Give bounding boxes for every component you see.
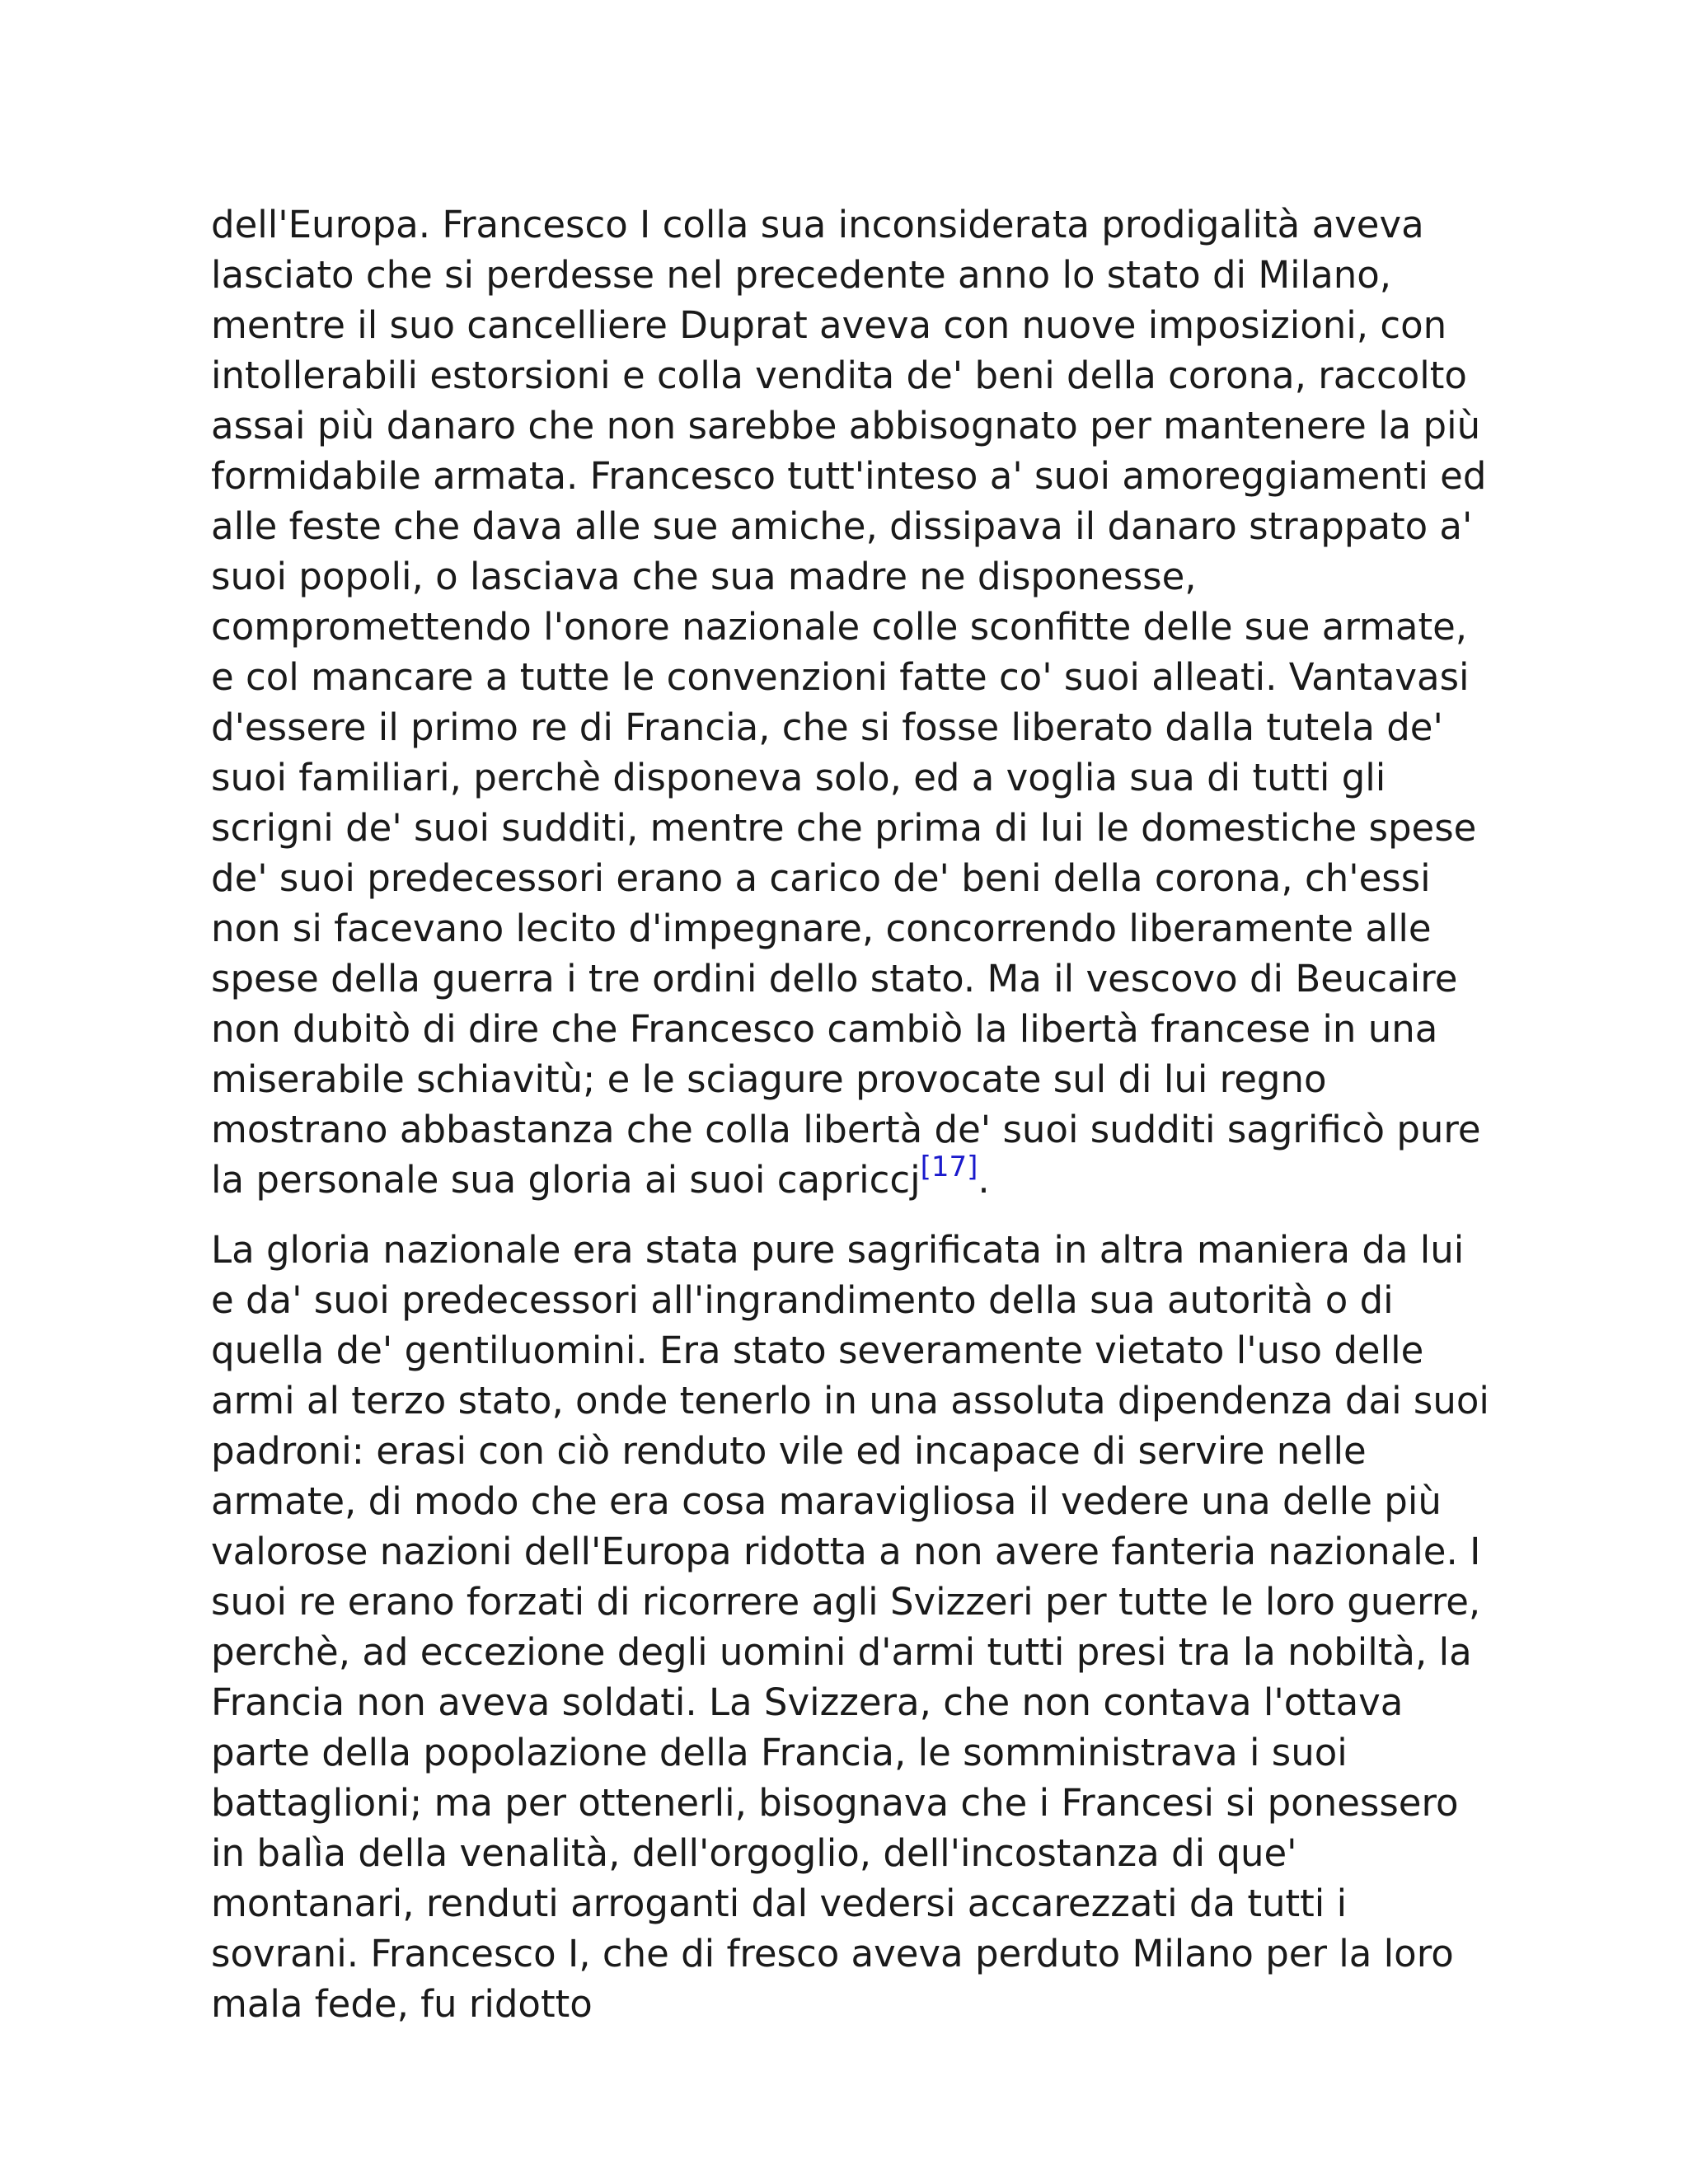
paragraph-1-text: dell'Europa. Francesco I colla sua inconsiderata prodigalità aveva lasciato che si perdesse nel precedente anno lo stato di Milano, mentre il suo cancelliere Duprat aveva con nuove imposizioni, con intollerabili estorsioni e colla vendita de' beni della corona, raccolto assai più danaro che non sarebbe abbisognato per mantenere la più formidabile armata. Francesco tutt'inteso a' suoi amoreggiamenti ed alle feste che dava alle sue amiche, dissipava il danaro strappato a' suoi popoli, o lasciava che sua madre ne disponesse, compromettendo l'onore nazionale colle sconfitte delle sue armate, e col mancare a tutte le convenzioni fatte co' suoi alleati. Vantavasi d'essere il primo re di Francia, che si fosse liberato dalla tutela de' suoi familiari, perchè disponeva solo, ed a voglia sua di tutti gli scrigni de' suoi sudditi, mentre che prima di lui le domestiche spese de' suoi predecessori erano a carico de' beni della corona, ch'essi non si facevano lecito d'impegnare, concorrendo liberamente alle spese della guerra i tre ordini dello stato. Ma il vescovo di Beucaire non dubitò di dire che Francesco cambiò la libertà francese in una miserabile schiavitù; e le sciagure provocate sul di lui regno mostrano abbastanza che colla libertà de' suoi sudditi sagrificò pure la personale sua gloria ai suoi capriccj [211, 203, 1487, 1202]
paragraph-2-text: La gloria nazionale era stata pure sagrificata in altra maniera da lui e da' suoi predecessori all'ingrandimento della sua autorità o di quella de' gentiluomini. Era stato severamente vietato l'uso delle armi al terzo stato, onde tenerlo in una assoluta dipendenza dai suoi padroni: erasi con ciò renduto vile ed incapace di servire nelle armate, di modo che era cosa maravigliosa il vedere una delle più valorose nazioni dell'Europa ridotta a non avere fanteria nazionale. I suoi re erano forzati di ricorrere agli Svizzeri per tutte le loro guerre, perchè, ad eccezione degli uomini d'armi tutti presi tra la nobiltà, la Francia non aveva soldati. La Svizzera, che non contava l'ottava parte della popolazione della Francia, le somministrava i suoi battaglioni; ma per ottenerli, bisognava che i Francesi si ponessero in balìa della venalità, dell'orgoglio, dell'incostanza di que' montanari, renduti arroganti dal vedersi accarezzati da tutti i sovrani. Francesco I, che di fresco aveva perduto Milano per la loro mala fede, fu ridotto [211, 1228, 1489, 2026]
paragraph-1 [211, 199, 1497, 1205]
paragraph-2 [211, 1225, 1497, 2029]
document-page [211, 199, 1497, 2029]
footnote-link-17[interactable]: [17] [920, 1151, 978, 1183]
paragraph-1-tail: . [978, 1158, 990, 1202]
